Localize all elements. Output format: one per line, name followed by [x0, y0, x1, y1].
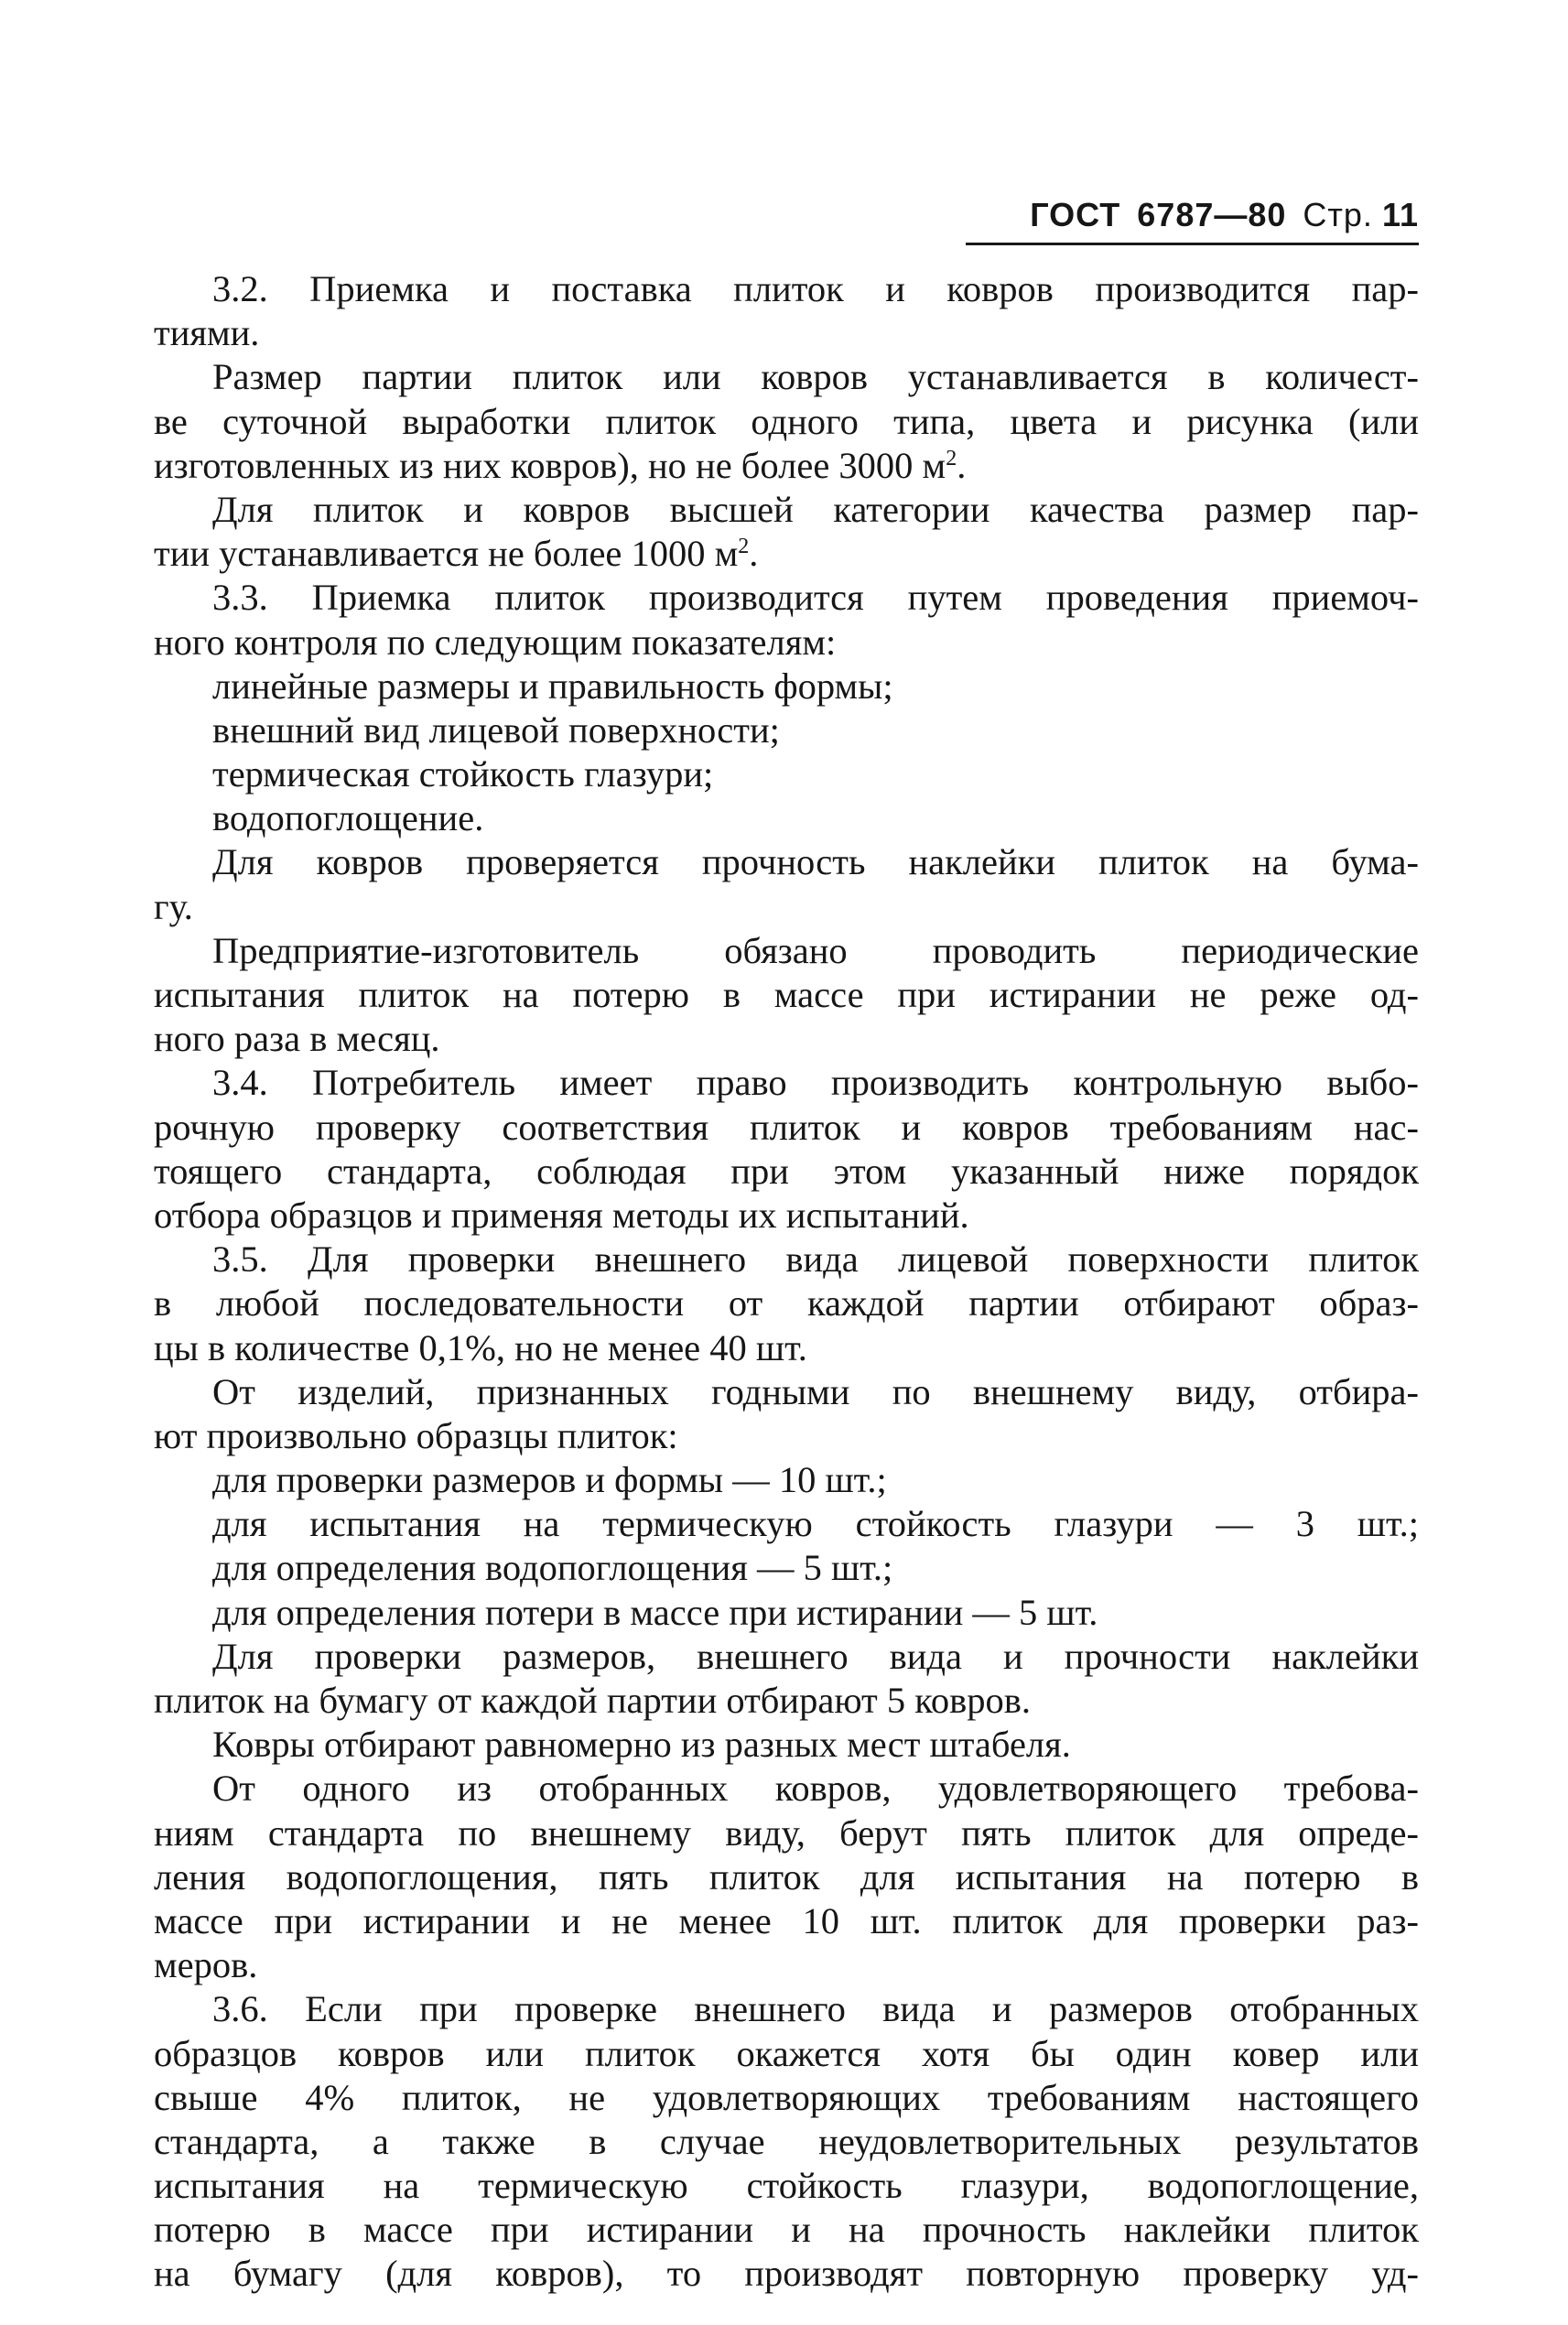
text-line-content: массе при истирании и не менее 10 шт. плиток для проверки раз- [154, 1899, 1419, 1941]
text-line-content: для определения водопоглощения — 5 шт.; [212, 1547, 893, 1589]
text-line-content: 3.4. Потребитель имеет право производить контрольную выбо- [212, 1062, 1419, 1104]
text-line-content: ниям стандарта по внешнему виду, берут пять плиток для опреде- [154, 1811, 1419, 1854]
text-line-content: Для плиток и ковров высшей категории качества размер пар- [212, 488, 1419, 530]
text-line-content: Ковры отбирают равномерно из разных мест штабеля. [212, 1724, 1071, 1766]
text-line-content: Предприятие-изготовитель обязано проводить периодические [212, 929, 1419, 971]
text-line-content: тии устанавливается не более 1000 м [154, 533, 739, 575]
text-line-content: для проверки размеров и формы — 10 шт.; [212, 1459, 887, 1501]
text-line-content: Для проверки размеров, внешнего вида и прочности наклейки [212, 1635, 1419, 1677]
text-line-content: линейные размеры и правильность формы; [212, 665, 893, 707]
text-line [154, 665, 1419, 708]
text-line [154, 1943, 1419, 1987]
text-line-content: 3.5. Для проверки внешнего вида лицевой поверхности плиток [212, 1238, 1419, 1281]
text-line [154, 796, 1419, 840]
text-line [154, 2120, 1419, 2164]
text-line-content: ления водопоглощения, пять плиток для испытания на потерю в [154, 1855, 1419, 1898]
text-line-content: Для ковров проверяется прочность наклейки плиток на бума- [212, 841, 1419, 883]
text-line-content: в любой последовательности от каждой партии отбирают образ- [154, 1282, 1419, 1325]
text-line [154, 1106, 1419, 1150]
text-line-content: рочную проверку соответствия плиток и ковров требованиям нас- [154, 1106, 1419, 1148]
text-line-content: 3.3. Приемка плиток производится путем проведения приемоч- [212, 577, 1419, 619]
text-line-content: для определения потери в массе при истирании — 5 шт. [212, 1591, 1098, 1633]
text-line [154, 2032, 1419, 2076]
text-line [154, 400, 1419, 444]
text-line [154, 2076, 1419, 2120]
superscript: 2 [738, 535, 750, 559]
text-line [154, 311, 1419, 355]
text-line-content: ного раза в месяц. [154, 1018, 440, 1060]
text-line [154, 532, 1419, 576]
superscript: 2 [946, 446, 957, 470]
text-line [154, 2208, 1419, 2252]
text-line [154, 1502, 1419, 1546]
document-body [154, 267, 1419, 2297]
text-line [154, 1326, 1419, 1370]
text-line-content: От изделий, признанных годными по внешнему виду, отбира- [212, 1370, 1419, 1412]
text-line [154, 1635, 1419, 1679]
text-line [154, 1767, 1419, 1811]
text-line-content: ют произвольно образцы плиток: [154, 1414, 678, 1456]
text-line-content: плиток на бумагу от каждой партии отбирают 5 ковров. [154, 1680, 1031, 1721]
text-line [154, 2164, 1419, 2208]
text-line-content: для испытания на термическую стойкость глазури — 3 шт.; [212, 1503, 1419, 1545]
text-line-content: изготовленных из них ковров), но не более 3000 м [154, 444, 946, 486]
text-line [154, 1855, 1419, 1899]
text-line [154, 1679, 1419, 1723]
text-line [154, 1458, 1419, 1502]
text-line [154, 576, 1419, 620]
text-line-content: тоящего стандарта, соблюдая при этом указанный ниже порядок [154, 1150, 1419, 1192]
text-line [154, 1194, 1419, 1238]
standard-label: ГОСТ [1030, 196, 1121, 233]
text-line [154, 621, 1419, 665]
text-line [154, 1414, 1419, 1458]
text-line [154, 973, 1419, 1017]
text-line-content: 3.6. Если при проверке внешнего вида и размеров отобранных [212, 1988, 1419, 2030]
text-line-content: внешний вид лицевой поверхности; [212, 708, 780, 751]
text-line-content: От одного из отобранных ковров, удовлетворяющего требова- [212, 1768, 1419, 1810]
punctuation: . [749, 533, 759, 575]
text-line [154, 1150, 1419, 1194]
text-line-content: на бумагу (для ковров), то производят повторную проверку уд- [154, 2253, 1419, 2295]
text-line-content: гу. [154, 885, 193, 927]
text-line [154, 267, 1419, 311]
page-header [966, 188, 1419, 245]
text-line-content: ного контроля по следующим показателям: [154, 621, 837, 663]
text-line-content: цы в количестве 0,1%, но не менее 40 шт. [154, 1326, 807, 1368]
text-line-content: свыше 4% плиток, не удовлетворяющих требованиям настоящего [154, 2076, 1419, 2118]
text-line [154, 2252, 1419, 2296]
page-label: Стр. [1303, 196, 1373, 233]
text-line [154, 708, 1419, 752]
text-line-content: ве суточной выработки плиток одного типа, цвета и рисунка (или [154, 400, 1419, 442]
text-line [154, 1017, 1419, 1061]
text-line-content: 3.2. Приемка и поставка плиток и ковров производится пар- [212, 268, 1419, 309]
text-line-content: тиями. [154, 312, 260, 354]
text-line-content: термическая стойкость глазури; [212, 753, 714, 795]
text-line-content: отбора образцов и применяя методы их испытаний. [154, 1194, 969, 1236]
text-line [154, 1899, 1419, 1943]
text-line [154, 929, 1419, 973]
text-line-content: потерю в массе при истирании и на прочность наклейки плиток [154, 2209, 1419, 2251]
text-line-content: испытания плиток на потерю в массе при истирании не реже од- [154, 974, 1419, 1015]
text-line [154, 488, 1419, 532]
text-line [154, 1061, 1419, 1105]
page-number: 11 [1381, 196, 1419, 233]
text-line-content: меров. [154, 1944, 258, 1986]
text-line [154, 752, 1419, 796]
text-line-content: водопоглощение. [212, 797, 484, 839]
text-line [154, 444, 1419, 488]
text-line [154, 1281, 1419, 1325]
text-line [154, 1987, 1419, 2031]
text-line [154, 1723, 1419, 1767]
text-line [154, 1370, 1419, 1414]
text-line [154, 355, 1419, 399]
standard-number: 6787—80 [1137, 196, 1287, 233]
text-line-content: образцов ковров или плиток окажется хотя бы один ковер или [154, 2032, 1419, 2074]
text-line-content: испытания на термическую стойкость глазури, водопоглощение, [154, 2165, 1419, 2207]
text-line [154, 1591, 1419, 1635]
text-line [154, 1811, 1419, 1855]
text-line [154, 840, 1419, 884]
text-line [154, 885, 1419, 929]
text-line [154, 1238, 1419, 1281]
text-line-content: стандарта, а также в случае неудовлетворительных результатов [154, 2120, 1419, 2162]
punctuation: . [957, 444, 967, 486]
text-line-content: Размер партии плиток или ковров устанавливается в количест- [212, 356, 1419, 398]
text-line [154, 1546, 1419, 1590]
